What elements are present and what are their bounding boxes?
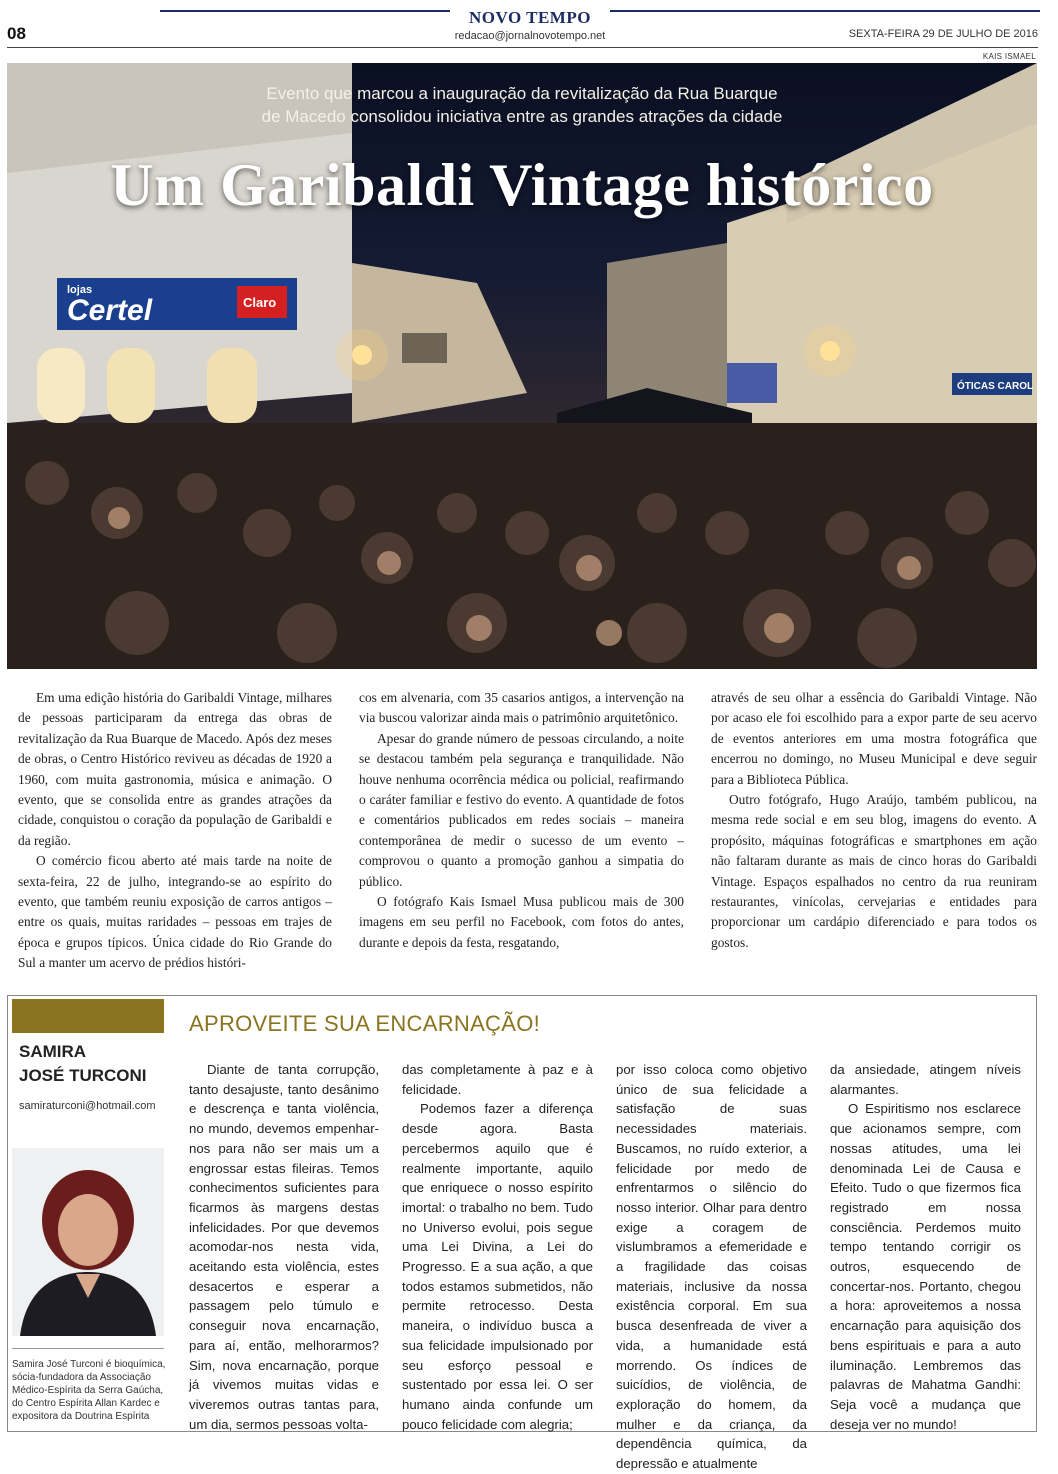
article-paragraph: O comércio ficou aberto até mais tarde na noite de sexta-feira, 22 de julho, integrando-se ao espírito do evento, que também reuniu exposição de carros antigos – entre os quais, muitas raridades – pessoas em trajes de época e grupos típicos. Única cidade do Rio Grande do Sul a manter um acervo de prédios históri- xyxy=(18,853,332,971)
newsroom-email: redacao@jornalnovotempo.net xyxy=(454,30,606,42)
opinion-paragraph: por isso coloca como objetivo único de sua felicidade a satisfação de suas necessidades materiais. Buscamos, no ruído exterior, a felicidade por medo de enfrentarmos o silêncio do nosso interior. Olhar para dentro exige a coragem de vislumbramos a efemeridade e a fragilidade das coisas materiais, inclusive da nossa existência corporal. Em sua busca desenfreada de viver a vida, a humanidade está morrendo. Os índices de suicídios, de violência, de exploração do homem, da mulher e da criança, da dependência química, da depressão e atualmente xyxy=(616,1062,807,1472)
header-divider xyxy=(7,47,1038,48)
store-sign-text: Certel xyxy=(67,294,153,327)
masthead-rule-right xyxy=(610,10,1040,12)
hero-subtitle-line-2: de Macedo consolidou iniciativa entre as grandes atrações da cidade xyxy=(261,106,783,126)
author-bio-divider xyxy=(12,1348,164,1349)
article-column-2 xyxy=(359,688,684,953)
hero-subtitle xyxy=(7,83,1037,129)
issue-date: SEXTA-FEIRA 29 DE JULHO DE 2016 xyxy=(848,28,1038,40)
article-paragraph: O fotógrafo Kais Ismael Musa publicou mais de 300 imagens em seu perfil no Facebook, com fotos do antes, durante e depois da festa, resgatando, xyxy=(359,894,684,950)
shop-window xyxy=(107,348,155,423)
author-name-line-2: JOSÉ TURCONI xyxy=(19,1066,147,1085)
article-paragraph: cos em alvenaria, com 35 casarios antigos, a intervenção na via buscou valorizar ainda mais o patrimônio arquitetônico. xyxy=(359,690,684,726)
article-column-3 xyxy=(711,688,1037,953)
article-column-1 xyxy=(18,688,332,974)
author-color-bar xyxy=(12,999,164,1033)
article-paragraph: Apesar do grande número de pessoas circulando, a noite se destacou também pela segurança e tranquilidade. Não houve nenhuma ocorrência médica ou policial, reafirmando o caráter familiar e festivo do evento. A quantidade de fotos e comentários publicados em redes sociais – maneira contemporânea de medir o sucesso de um evento – comprovou o quanto a promoção ganhou a simpatia do público. xyxy=(359,730,684,889)
column-headline: APROVEITE SUA ENCARNAÇÃO! xyxy=(189,1011,541,1036)
author-portrait-illustration xyxy=(12,1148,164,1336)
opinion-paragraph: da ansiedade, atingem níveis alarmantes. xyxy=(830,1062,1021,1097)
opinion-column-3 xyxy=(616,1060,807,1474)
page-number: 08 xyxy=(7,24,26,43)
opinion-paragraph: Diante de tanta corrupção, tanto desajuste, tanto desânimo e descrença e tanta violência, no mundo, devemos empenhar-nos para não ser mais um a engrossar estas fileiras. Temos conhecimentos suficientes para ficarmos às margens destas infelicidades. Por que devemos acomodar-nos nesta vida, aceitando esta violência, estes desacertos e esperar a passagem pelo túmulo e conseguir nova encarnação, para aí, então, melhorarmos? Sim, nova encarnação, porque já vivemos muitas vidas e viveremos outras tantas para, um dia, sermos pessoas volta- xyxy=(189,1062,379,1432)
shop-window xyxy=(37,348,85,423)
article-paragraph: Em uma edição história do Garibaldi Vintage, milhares de pessoas participaram da entrega das obras de revitalização da Rua Buarque de Macedo. Após dez meses de obras, o Centro Histórico reviveu as décadas de 1920 a 1960, com muita gastronomia, música e animação. O evento, que se consolida entre as grandes atrações da cidade, conquistou o coração da população de Garibaldi e da região. xyxy=(18,690,332,848)
masthead-title: NOVO TEMPO xyxy=(469,8,591,27)
claro-sign-text: Claro xyxy=(243,295,277,310)
opinion-paragraph: Podemos fazer a diferença desde agora. Basta percebermos aquilo que é realmente importante, aquilo que enriquece o nosso espírito imortal: o trabalho no bem. Tudo no Universo evolui, pois segue uma Lei Divina, a Lei do Progresso. E a sua ação, a que todos estamos submetidos, não permite retrocesso. Desta maneira, o indivíduo busca a sua felicidade impulsionado por seu esforço pessoal e sustentado por essa lei. O ser humano ainda confunde um pouco felicidade com alegria; xyxy=(402,1101,593,1432)
store-sign-small: lojas xyxy=(67,284,93,296)
author-bio: Samira José Turconi é bioquímica, sócia-fundadora da Associação Médico-Espírita da Serra Gaúcha, do Centro Espírita Allan Kardec e expositora da Doutrina Espírita xyxy=(12,1359,166,1422)
article-paragraph: Outro fotógrafo, Hugo Araújo, também publicou, na mesma rede social e em seu blog, imagens do evento. A propósito, máquinas fotográficas e smartphones em ação não faltaram durante as mais de cinco horas do Garibaldi Vintage. Espaços espalhados no centro da rua reuniram restaurantes, vinícolas, cervejarias e entidades para proporcionar um cardápio diferenciado e para todos os gostos. xyxy=(711,792,1037,950)
hero-subtitle-line-1: Evento que marcou a inauguração da revitalização da Rua Buarque xyxy=(266,84,778,103)
opinion-paragraph: das completamente à paz e à felicidade. xyxy=(402,1062,593,1097)
author-name xyxy=(19,1040,147,1088)
opinion-column-2 xyxy=(402,1060,593,1434)
masthead xyxy=(440,8,620,28)
author-name-line-1: SAMIRA xyxy=(19,1042,87,1061)
headline: Um Garibaldi Vintage histórico xyxy=(110,152,934,218)
opinion-paragraph: O Espiritismo nos esclarece que acionamos sempre, com nossas atitudes, uma lei denominada Lei de Causa e Efeito. Tudo o que fizermos fica registrado em nossa consciência. Perdemos muito tempo tentando corrigir os outros, esquecendo de concertar-nos. Portanto, chegou a hora: aproveitemos a nossa encarnação para aquisição dos bens espirituais e para a auto iluminação. Lembremos das palavras de Mahatma Gandhi: Seja você a mudança que deseja ver no mundo! xyxy=(830,1101,1021,1432)
hero-photo xyxy=(7,63,1037,669)
masthead-rule-left xyxy=(160,10,450,12)
far-building-right xyxy=(607,243,727,413)
article-paragraph: através de seu olhar a essência do Garibaldi Vintage. Não por acaso ele foi escolhido para a expor parte de seu acervo de eventos anteriores em uma mostra fotográfica que encerrou no domingo, no Museu Municipal e deve seguir para a Biblioteca Pública. xyxy=(711,690,1037,787)
optics-sign-text: ÓTICAS CAROL xyxy=(957,381,1034,392)
opinion-column-1 xyxy=(189,1060,379,1434)
opinion-column-4 xyxy=(830,1060,1021,1434)
shop-window xyxy=(207,348,257,423)
author-email: samiraturconi@hotmail.com xyxy=(19,1100,156,1112)
author-portrait xyxy=(12,1148,164,1336)
photo-credit: KAIS ISMAEL xyxy=(982,52,1036,61)
